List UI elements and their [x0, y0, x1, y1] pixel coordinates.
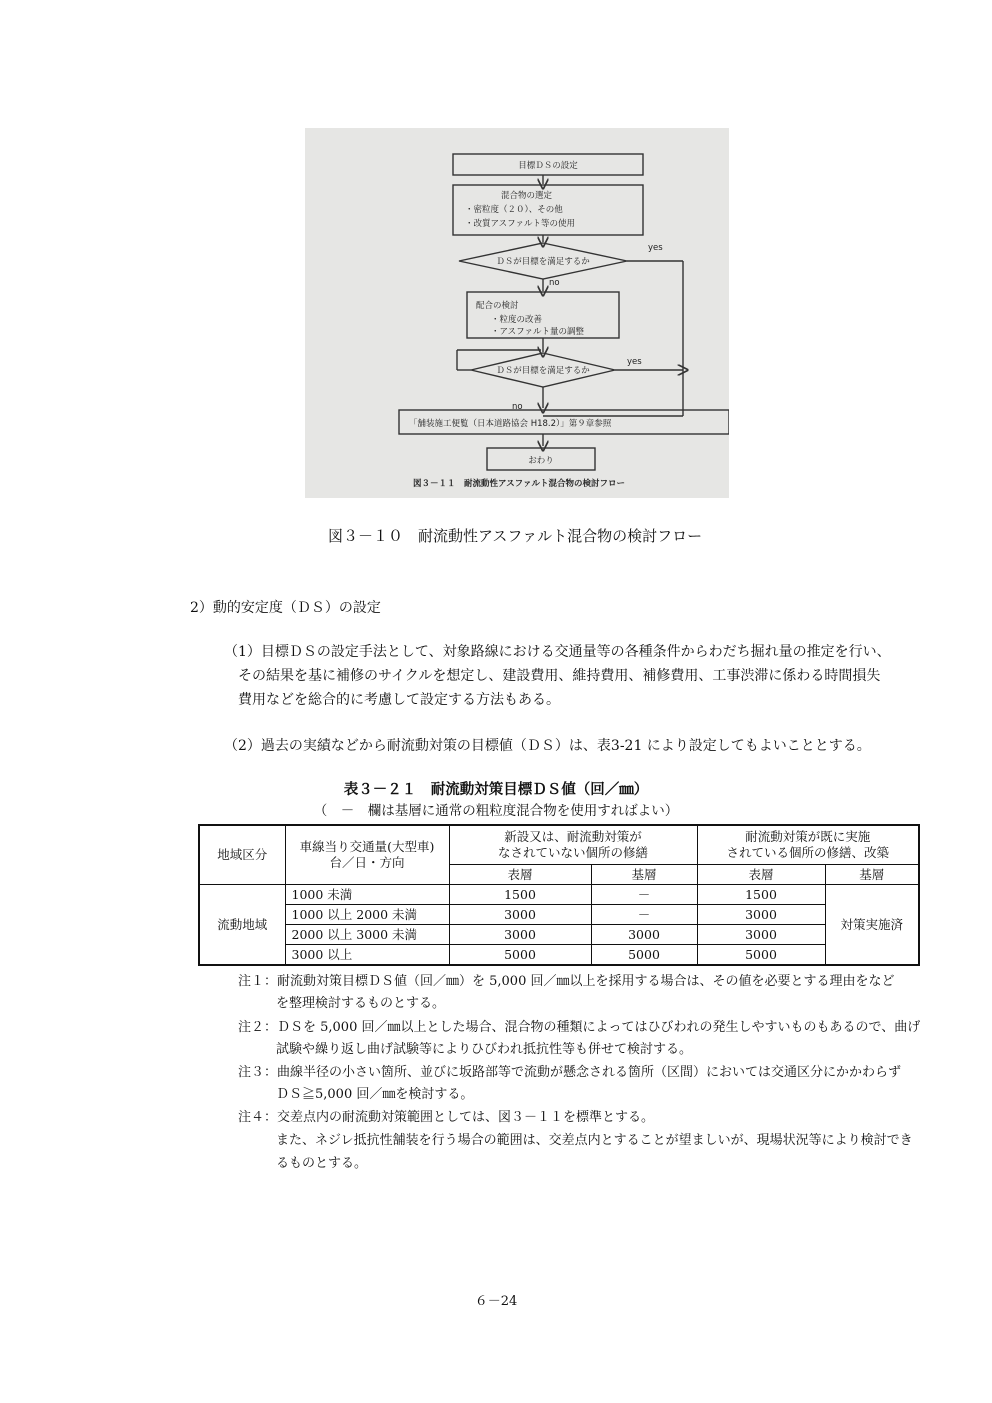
ds-table [198, 824, 920, 966]
flowchart-figure [305, 128, 729, 498]
yes-label-1: yes [648, 243, 663, 253]
box-target-text: 目標ＤＳの設定 [518, 161, 578, 171]
header-traffic-line1: 車線当り交通量(大型車) [299, 839, 435, 854]
table-row [199, 945, 919, 966]
table-row [199, 905, 919, 925]
page-number: ６－24 [474, 1294, 518, 1309]
table-row [199, 925, 919, 945]
note3-line1: 注３：曲線半径の小さい箇所、並びに坂路部等で流動が懸念される箇所（区間）においては交通区分にかかわらず [238, 1065, 902, 1080]
header-traffic [285, 825, 449, 885]
ex-surface-cell: 1500 [697, 885, 825, 905]
ex-base-merged-cell: 対策実施済 [825, 885, 919, 966]
yes-label-2: yes [627, 357, 642, 367]
new-surface-cell: 1500 [449, 885, 591, 905]
para1-line1: （1）目標ＤＳの設定手法として、対象路線における交通量等の各種条件からわだち掘れ量の推定を行い、 [224, 644, 891, 660]
note4-line2: また、ネジレ抵抗性舗装を行う場合の範囲は、交差点内とすることが望ましいが、現場状況等により検討でき [276, 1133, 913, 1148]
ex-surface-cell: 3000 [697, 925, 825, 945]
note3-line2: ＤＳ≧5,000 回／㎜を検討する。 [276, 1087, 474, 1102]
traffic-cell: 1000 未満 [285, 885, 449, 905]
box-mix-line3: ・改質アスファルト等の使用 [465, 219, 575, 229]
traffic-cell: 3000 以上 [285, 945, 449, 966]
decision-1-text: ＤＳが目標を満足するか [496, 257, 590, 267]
header-new-line1: 新設又は、耐流動対策が [504, 829, 642, 844]
note1-line1: 注１：耐流動対策目標ＤＳ値（回／㎜）を 5,000 回／㎜以上を採用する場合は、その値を必要とする理由をなど [238, 974, 895, 989]
new-surface-cell: 3000 [449, 905, 591, 925]
note4-line3: るものとする。 [276, 1156, 368, 1171]
new-base-cell: － [591, 905, 697, 925]
para1-line3: 費用などを総合的に考慮して設定する方法もある。 [238, 692, 560, 708]
traffic-cell: 1000 以上 2000 未満 [285, 905, 449, 925]
table-note: （ － 欄は基層に通常の粗粒度混合物を使用すればよい） [313, 803, 679, 819]
box-blend-line1: 配合の検討 [476, 301, 519, 311]
header-traffic-line2: 台／日・方向 [329, 855, 405, 870]
header-existing-line2: されている個所の修繕、改築 [726, 845, 890, 860]
new-base-cell: 5000 [591, 945, 697, 966]
table-row [199, 885, 919, 905]
no-label-1: no [549, 278, 560, 288]
new-surface-cell: 3000 [449, 925, 591, 945]
region-cell: 流動地域 [199, 885, 285, 966]
box-mix-line2: ・密粒度（２０）、その他 [465, 205, 563, 215]
box-end-text: おわり [528, 456, 554, 466]
para1-line2: その結果を基に補修のサイクルを想定し、建設費用、維持費用、補修費用、工事渋滞に係わる時間損失 [238, 668, 881, 684]
box-blend-line2: ・粒度の改善 [491, 315, 543, 325]
figure-caption: 図３－１０ 耐流動性アスファルト混合物の検討フロー [328, 527, 703, 545]
table-title: 表３－２１ 耐流動対策目標ＤＳ値（回／㎜） [343, 781, 649, 798]
header-existing [697, 825, 919, 865]
ex-surface-cell: 5000 [697, 945, 825, 966]
box-ref-text: 「舗装施工便覧（日本道路協会 H18.2）」第９章参照 [409, 419, 612, 429]
traffic-cell: 2000 以上 3000 未満 [285, 925, 449, 945]
section-heading: 2）動的安定度（ＤＳ）の設定 [190, 600, 381, 616]
header-new-surface: 表層 [449, 865, 591, 885]
header-new-line2: なされていない個所の修繕 [498, 845, 649, 860]
box-mix-line1: 混合物の選定 [501, 191, 553, 201]
new-base-cell: － [591, 885, 697, 905]
header-region: 地域区分 [199, 825, 285, 885]
header-existing-line1: 耐流動対策が既に実施 [745, 829, 871, 844]
new-surface-cell: 5000 [449, 945, 591, 966]
note2-line2: 試験や繰り返し曲げ試験等によりひびわれ抵抗性等も併せて検討する。 [276, 1042, 693, 1057]
para2: （2）過去の実績などから耐流動対策の目標値（ＤＳ）は、表3-21 により設定してもよいこととする。 [224, 738, 871, 754]
box-blend-line3: ・アスファルト量の調整 [491, 327, 584, 337]
no-label-2: no [512, 402, 523, 412]
header-ex-surface: 表層 [697, 865, 825, 885]
note4-line1: 注４：交差点内の耐流動対策範囲としては、図３－１１を標準とする。 [238, 1110, 655, 1125]
header-new [449, 825, 697, 865]
flowchart-svg [305, 128, 729, 498]
header-ex-base: 基層 [825, 865, 919, 885]
note1-line2: を整理検討するものとする。 [276, 996, 446, 1011]
header-new-base: 基層 [591, 865, 697, 885]
figure-inner-caption: 図３－１１ 耐流動性アスファルト混合物の検討フロー [413, 479, 625, 489]
new-base-cell: 3000 [591, 925, 697, 945]
decision-2-text: ＤＳが目標を満足するか [496, 366, 590, 376]
ex-surface-cell: 3000 [697, 905, 825, 925]
note2-line1: 注２：ＤＳを 5,000 回／㎜以上とした場合、混合物の種類によってはひびわれの発生しやすいものもあるので、曲げ [238, 1020, 921, 1035]
